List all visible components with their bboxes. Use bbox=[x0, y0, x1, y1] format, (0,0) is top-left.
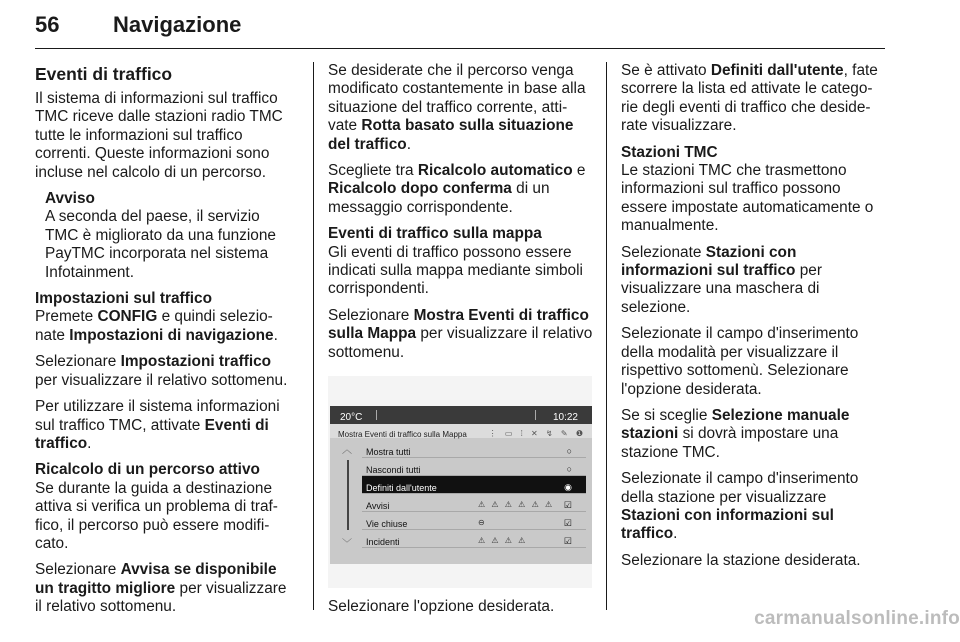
event-category-icons: ⚠ ⚠ ⚠ ⚠ bbox=[478, 536, 528, 546]
temperature: 20°C bbox=[340, 412, 363, 424]
note-box bbox=[45, 190, 297, 282]
infotainment-screen bbox=[330, 406, 592, 564]
paragraph-ricalcolo: Se durante la guida a destinazione attiva si verifica un problema di traf-fico, il percorso può essere modifi-cato. bbox=[35, 479, 278, 552]
note-text: A seconda del paese, il servizio TMC è migliorato da una funzione PayTMC incorporata nel sistema Infotainment. bbox=[45, 208, 276, 281]
page-header bbox=[35, 4, 885, 49]
list-item-label: Nascondi tutti bbox=[366, 465, 421, 476]
status-divider bbox=[535, 410, 536, 420]
status-icons: ⋮ ▭ ⁞ ✕ ↯ ✎ ❶ bbox=[488, 429, 586, 439]
radio-icon[interactable]: ○ bbox=[566, 464, 572, 475]
scroll-control[interactable] bbox=[340, 442, 356, 558]
radio-icon[interactable]: ◉ bbox=[564, 482, 572, 493]
screenshot-figure bbox=[328, 376, 592, 588]
column-3 bbox=[621, 62, 887, 578]
status-bar bbox=[330, 406, 592, 424]
paragraph-campo-stazione: Selezionate il campo d'inserimento della stazione per visualizzare Stazioni con informazioni sul traffico. bbox=[621, 470, 859, 543]
column-divider bbox=[606, 62, 607, 610]
paragraph-config: Premete CONFIG e quindi selezio-nate Impostazioni di navigazione. bbox=[35, 308, 278, 344]
chevron-down-icon[interactable]: ﹀ bbox=[342, 538, 352, 550]
clock: 10:22 bbox=[552, 412, 578, 424]
scrollbar[interactable] bbox=[347, 460, 349, 530]
paragraph-modalita: Selezionate il campo d'inserimento della modalità per visualizzare il rispettivo sottomenù. Selezionare l'opzione desiderata. bbox=[621, 325, 859, 398]
status-divider bbox=[376, 410, 377, 420]
paragraph-ricalcolo-opzioni: Scegliete tra Ricalcolo automatico e Ricalcolo dopo conferma di un messaggio corrispondente. bbox=[328, 162, 586, 216]
checkbox-icon[interactable]: ☑ bbox=[563, 500, 572, 511]
figure-caption: Selezionare l'opzione desiderata. bbox=[328, 598, 555, 616]
paragraph-mostra: Selezionare Mostra Eventi di traffico sulla Mappa per visualizzare il relativo sottomenu. bbox=[328, 306, 593, 361]
list-item-label: Definiti dall'utente bbox=[366, 483, 437, 494]
page-number: 56 bbox=[35, 12, 60, 37]
list-item[interactable] bbox=[362, 512, 586, 530]
paragraph-avvisa: Selezionare Avvisa se disponibile un tragitto migliore per visualizzare il relativo sottomenu. bbox=[35, 561, 287, 616]
paragraph-stazioni: Le stazioni TMC che trasmettono informazioni sul traffico possono essere impostate automaticamente o manualmente. bbox=[621, 162, 874, 235]
chevron-up-icon[interactable]: ︿ bbox=[342, 445, 352, 457]
section-title: Eventi di traffico bbox=[35, 64, 173, 84]
checkbox-icon[interactable]: ☑ bbox=[563, 518, 572, 529]
paragraph-eventi: Per utilizzare il sistema informazioni sul traffico TMC, attivate Eventi di traffico. bbox=[35, 398, 280, 452]
event-category-icons: ⚠ ⚠ ⚠ ⚠ ⚠ ⚠ bbox=[478, 500, 555, 510]
page-title: Navigazione bbox=[113, 12, 242, 37]
column-1 bbox=[35, 62, 297, 625]
column-2 bbox=[328, 62, 594, 625]
list-item[interactable] bbox=[362, 458, 586, 476]
paragraph-rotta: Se desiderate che il percorso venga modificato costantemente in base alla situazione del traffico corrente, atti-vate Rotta basato sulla situazione del traffico. bbox=[328, 62, 586, 153]
list-item-label: Vie chiuse bbox=[366, 519, 408, 530]
paragraph-simboli: Gli eventi di traffico possono essere indicati sulla mappa mediante simboli corrispondenti. bbox=[328, 243, 583, 298]
list-item[interactable] bbox=[362, 530, 586, 548]
list-item[interactable] bbox=[362, 476, 586, 494]
paragraph-impostazioni-traffico: Selezionare Impostazioni traffico per visualizzare il relativo sottomenu. bbox=[35, 353, 288, 389]
paragraph-selezionate-stazioni: Selezionate Stazioni con informazioni sul traffico per visualizzare una maschera di selezione. bbox=[621, 243, 822, 316]
menu-title: Mostra Eventi di traffico sulla Mappa bbox=[338, 430, 467, 440]
list-item[interactable] bbox=[362, 494, 586, 512]
menu-title-bar bbox=[330, 424, 592, 438]
paragraph-desiderata: Selezionare la stazione desiderata. bbox=[621, 551, 861, 569]
heading-impostazioni: Impostazioni sul traffico bbox=[35, 290, 213, 308]
heading-stazioni: Stazioni TMC bbox=[621, 143, 718, 161]
list-item[interactable] bbox=[362, 440, 586, 458]
list-item-label: Avvisi bbox=[366, 501, 390, 512]
paragraph-manuale: Se si sceglie Selezione manuale stazioni si dovrà impostare una stazione TMC. bbox=[621, 406, 850, 461]
column-divider bbox=[313, 62, 314, 610]
list-item-label: Incidenti bbox=[366, 537, 400, 548]
checkbox-icon[interactable]: ☑ bbox=[563, 536, 572, 547]
option-list bbox=[362, 440, 586, 548]
heading-ricalcolo: Ricalcolo di un percorso attivo bbox=[35, 461, 260, 479]
note-title: Avviso bbox=[45, 190, 95, 208]
event-category-icons: ⊖ bbox=[478, 518, 487, 528]
paragraph-definiti: Se è attivato Definiti dall'utente, fate scorrere la lista ed attivate le catego-rie degli eventi di traffico che deside-rate visualizzare. bbox=[621, 62, 878, 135]
list-item-label: Mostra tutti bbox=[366, 447, 411, 458]
watermark: carmanualsonline.info bbox=[754, 608, 960, 629]
radio-icon[interactable]: ○ bbox=[566, 446, 572, 457]
intro-paragraph: Il sistema di informazioni sul traffico TMC riceve dalle stazioni radio TMC tutte le informazioni sul traffico correnti. Queste informazioni sono incluse nel calcolo di un percorso. bbox=[35, 90, 283, 181]
heading-mappa: Eventi di traffico sulla mappa bbox=[328, 225, 542, 243]
